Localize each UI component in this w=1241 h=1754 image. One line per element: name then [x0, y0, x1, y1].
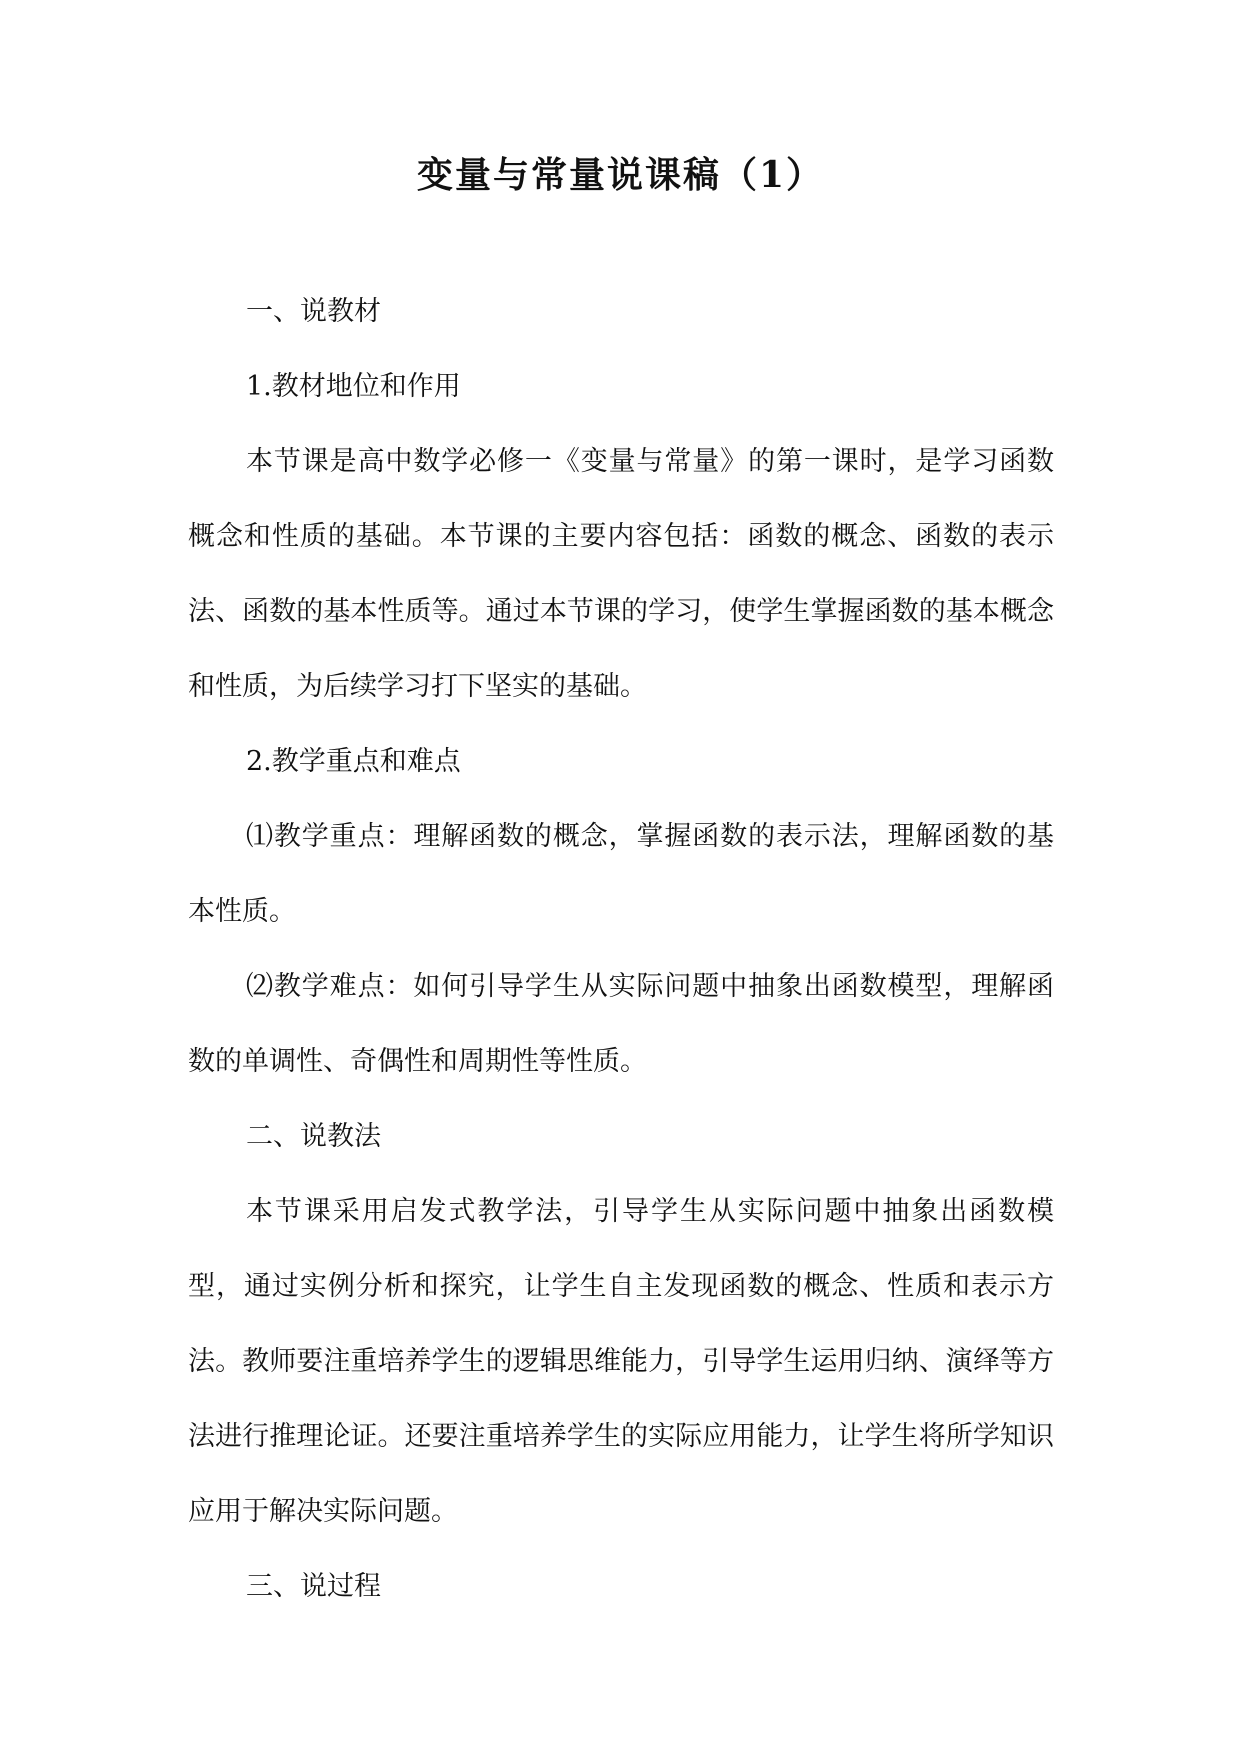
paragraph-teaching-focus: ⑴教学重点：理解函数的概念，掌握函数的表示法，理解函数的基本性质。 — [188, 821, 1054, 927]
document-title: 变量与常量说课稿（1） — [416, 154, 825, 196]
section-heading-shuo-jiaocai: 一、说教材 — [246, 296, 381, 327]
document-body — [188, 274, 1054, 1624]
paragraph-teaching-difficulty: ⑵教学难点：如何引导学生从实际问题中抽象出函数模型，理解函数的单调性、奇偶性和周期性等性质。 — [188, 971, 1054, 1077]
section-heading-shuo-guocheng: 三、说过程 — [246, 1571, 381, 1602]
section-heading-shuo-jiaofa: 二、说教法 — [246, 1121, 381, 1152]
subheading-key-points: 2.教学重点和难点 — [246, 746, 461, 777]
paragraph-teaching-method: 本节课采用启发式教学法，引导学生从实际问题中抽象出函数模型，通过实例分析和探究，让学生自主发现函数的概念、性质和表示方法。教师要注重培养学生的逻辑思维能力，引导学生运用归纳、演绎等方法进行推理论证。还要注重培养学生的实际应用能力，让学生将所学知识应用于解决实际问题。 — [188, 1196, 1054, 1527]
paragraph-textbook-role: 本节课是高中数学必修一《变量与常量》的第一课时，是学习函数概念和性质的基础。本节课的主要内容包括：函数的概念、函数的表示法、函数的基本性质等。通过本节课的学习，使学生掌握函数的基本概念和性质，为后续学习打下坚实的基础。 — [188, 446, 1054, 702]
subheading-textbook-role: 1.教材地位和作用 — [246, 371, 461, 402]
